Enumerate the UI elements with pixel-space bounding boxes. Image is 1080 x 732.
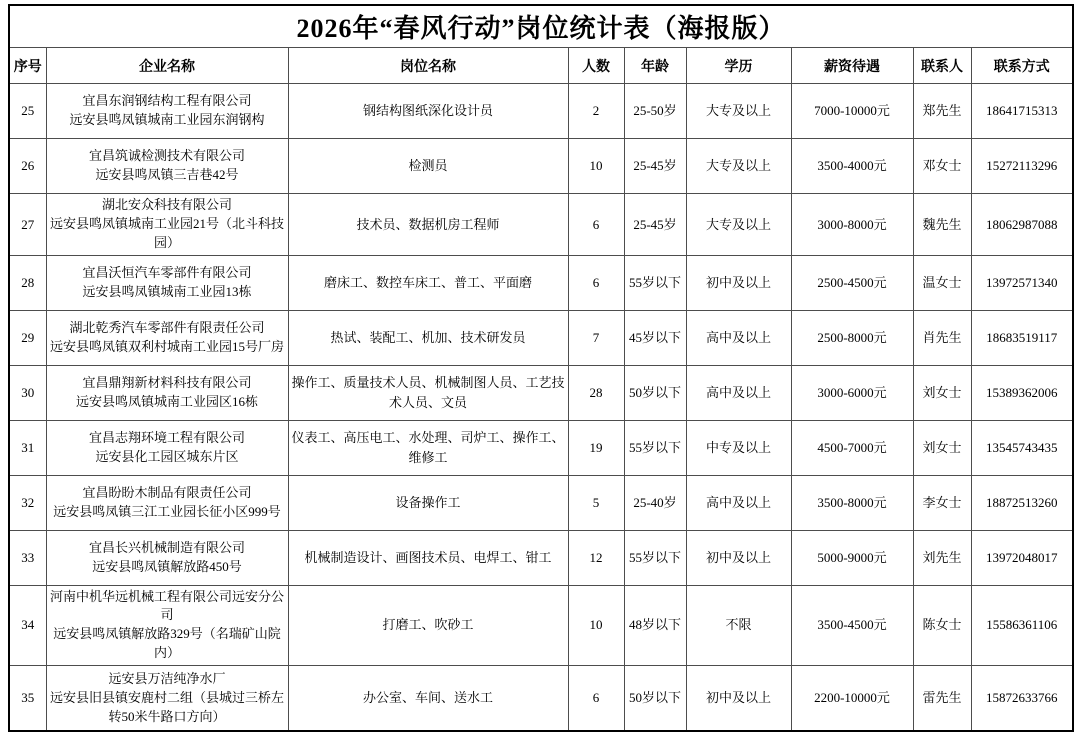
cell-row-number: 25	[9, 84, 46, 139]
cell-count: 19	[568, 420, 624, 475]
cell-age: 48岁以下	[624, 585, 686, 665]
cell-contact: 肖先生	[913, 310, 971, 365]
cell-count: 2	[568, 84, 624, 139]
cell-row-number: 27	[9, 194, 46, 256]
cell-company	[46, 420, 288, 475]
cell-education: 初中及以上	[686, 530, 791, 585]
company-name: 宜昌鼎翔新材料科技有限公司	[82, 374, 252, 390]
cell-row-number: 31	[9, 420, 46, 475]
cell-education: 初中及以上	[686, 665, 791, 731]
cell-salary: 3500-4500元	[791, 585, 913, 665]
cell-position: 机械制造设计、画图技术员、电焊工、钳工	[288, 530, 568, 585]
cell-contact: 邓女士	[913, 139, 971, 194]
page-title: 2026年“春风行动”岗位统计表（海报版）	[9, 5, 1073, 48]
cell-contact: 刘女士	[913, 420, 971, 475]
cell-company	[46, 84, 288, 139]
cell-education: 初中及以上	[686, 255, 791, 310]
cell-count: 6	[568, 194, 624, 256]
cell-row-number: 35	[9, 665, 46, 731]
cell-age: 50岁以下	[624, 665, 686, 731]
cell-count: 5	[568, 475, 624, 530]
cell-company	[46, 530, 288, 585]
cell-phone: 13545743435	[971, 420, 1073, 475]
cell-count: 6	[568, 255, 624, 310]
cell-row-number: 26	[9, 139, 46, 194]
cell-phone: 15586361106	[971, 585, 1073, 665]
cell-age: 25-50岁	[624, 84, 686, 139]
table-body	[9, 84, 1073, 732]
cell-salary: 3000-6000元	[791, 365, 913, 420]
cell-count: 10	[568, 139, 624, 194]
cell-company	[46, 365, 288, 420]
cell-phone: 18683519117	[971, 310, 1073, 365]
cell-education: 大专及以上	[686, 139, 791, 194]
cell-education: 大专及以上	[686, 84, 791, 139]
cell-contact: 刘女士	[913, 365, 971, 420]
cell-position: 办公室、车间、送水工	[288, 665, 568, 731]
col-header-education: 学历	[686, 48, 791, 84]
company-address: 远安县鸣凤镇城南工业园21号（北斗科技园）	[49, 215, 284, 250]
cell-age: 45岁以下	[624, 310, 686, 365]
company-name: 宜昌盼盼木制品有限责任公司	[82, 484, 252, 500]
cell-position: 钢结构图纸深化设计员	[288, 84, 568, 139]
table-header-row	[9, 48, 1073, 84]
cell-education: 高中及以上	[686, 475, 791, 530]
company-address: 远安县鸣凤镇三江工业园长征小区999号	[53, 503, 281, 519]
cell-position: 仪表工、高压电工、水处理、司炉工、操作工、维修工	[288, 420, 568, 475]
cell-education: 高中及以上	[686, 310, 791, 365]
cell-contact: 雷先生	[913, 665, 971, 731]
cell-contact: 李女士	[913, 475, 971, 530]
cell-phone: 13972571340	[971, 255, 1073, 310]
col-header-company: 企业名称	[46, 48, 288, 84]
company-name: 宜昌筑诚检测技术有限公司	[88, 148, 245, 164]
company-address: 远安县鸣凤镇城南工业园东润钢构	[69, 112, 265, 127]
cell-salary: 7000-10000元	[791, 84, 913, 139]
col-header-salary: 薪资待遇	[791, 48, 913, 84]
cell-count: 12	[568, 530, 624, 585]
cell-count: 7	[568, 310, 624, 365]
cell-salary: 2500-4500元	[791, 255, 913, 310]
table-row	[9, 530, 1073, 585]
company-name: 宜昌沃恒汽车零部件有限公司	[82, 264, 252, 280]
table-row	[9, 585, 1073, 665]
cell-contact: 郑先生	[913, 84, 971, 139]
cell-salary: 4500-7000元	[791, 420, 913, 475]
cell-phone: 13972048017	[971, 530, 1073, 585]
table-row	[9, 665, 1073, 731]
cell-phone: 15389362006	[971, 365, 1073, 420]
company-address: 远安县鸣凤镇城南工业园13栋	[82, 283, 252, 299]
col-header-position: 岗位名称	[288, 48, 568, 84]
cell-salary: 3500-4000元	[791, 139, 913, 194]
cell-position: 设备操作工	[288, 475, 568, 530]
cell-age: 25-45岁	[624, 139, 686, 194]
cell-education: 大专及以上	[686, 194, 791, 256]
company-address: 远安县化工园区城东片区	[95, 448, 239, 464]
company-address: 远安县旧县镇安鹿村二组（县城过三桥左转50米牛路口方向）	[49, 689, 284, 724]
table-row	[9, 365, 1073, 420]
cell-contact: 魏先生	[913, 194, 971, 256]
cell-row-number: 30	[9, 365, 46, 420]
cell-position: 打磨工、吹砂工	[288, 585, 568, 665]
cell-age: 50岁以下	[624, 365, 686, 420]
company-name: 宜昌志翔环境工程有限公司	[88, 429, 245, 445]
company-address: 远安县鸣凤镇双利村城南工业园15号厂房	[49, 338, 284, 354]
company-address: 远安县鸣凤镇城南工业园区16栋	[75, 393, 258, 409]
cell-salary: 5000-9000元	[791, 530, 913, 585]
cell-row-number: 34	[9, 585, 46, 665]
cell-phone: 15872633766	[971, 665, 1073, 731]
jobs-table	[8, 4, 1074, 732]
cell-row-number: 29	[9, 310, 46, 365]
cell-row-number: 32	[9, 475, 46, 530]
cell-count: 10	[568, 585, 624, 665]
cell-phone: 18062987088	[971, 194, 1073, 256]
col-header-contact: 联系人	[913, 48, 971, 84]
title-row	[9, 5, 1073, 48]
table-row	[9, 310, 1073, 365]
cell-position: 检测员	[288, 139, 568, 194]
cell-company	[46, 665, 288, 731]
cell-position: 热试、装配工、机加、技术研发员	[288, 310, 568, 365]
cell-contact: 刘先生	[913, 530, 971, 585]
cell-salary: 3000-8000元	[791, 194, 913, 256]
cell-row-number: 33	[9, 530, 46, 585]
company-name: 湖北乾秀汽车零部件有限责任公司	[69, 319, 265, 335]
cell-position: 磨床工、数控车床工、普工、平面磨	[288, 255, 568, 310]
col-header-phone: 联系方式	[971, 48, 1073, 84]
cell-company	[46, 475, 288, 530]
table-row	[9, 139, 1073, 194]
cell-age: 55岁以下	[624, 530, 686, 585]
company-name: 河南中机华远机械工程有限公司远安分公司	[49, 588, 284, 623]
cell-age: 55岁以下	[624, 420, 686, 475]
table-row	[9, 255, 1073, 310]
cell-company	[46, 194, 288, 256]
cell-contact: 陈女士	[913, 585, 971, 665]
table-row	[9, 420, 1073, 475]
company-name: 宜昌东润钢结构工程有限公司	[82, 93, 252, 109]
cell-position: 技术员、数据机房工程师	[288, 194, 568, 256]
col-header-age: 年龄	[624, 48, 686, 84]
cell-company	[46, 139, 288, 194]
cell-education: 不限	[686, 585, 791, 665]
company-name: 湖北安众科技有限公司	[101, 197, 232, 212]
table-row	[9, 84, 1073, 139]
cell-company	[46, 585, 288, 665]
cell-count: 6	[568, 665, 624, 731]
cell-position: 操作工、质量技术人员、机械制图人员、工艺技术人员、文员	[288, 365, 568, 420]
cell-age: 55岁以下	[624, 255, 686, 310]
company-address: 远安县鸣凤镇解放路329号（名瑞矿山院内）	[53, 626, 281, 661]
cell-education: 高中及以上	[686, 365, 791, 420]
cell-phone: 18641715313	[971, 84, 1073, 139]
cell-age: 25-40岁	[624, 475, 686, 530]
cell-company	[46, 255, 288, 310]
cell-salary: 2200-10000元	[791, 665, 913, 731]
cell-salary: 3500-8000元	[791, 475, 913, 530]
cell-contact: 温女士	[913, 255, 971, 310]
table-row	[9, 194, 1073, 256]
table-row	[9, 475, 1073, 530]
cell-row-number: 28	[9, 255, 46, 310]
company-name: 宜昌长兴机械制造有限公司	[88, 539, 245, 555]
company-address: 远安县鸣凤镇解放路450号	[92, 558, 242, 574]
cell-count: 28	[568, 365, 624, 420]
cell-salary: 2500-8000元	[791, 310, 913, 365]
cell-phone: 15272113296	[971, 139, 1073, 194]
cell-education: 中专及以上	[686, 420, 791, 475]
cell-age: 25-45岁	[624, 194, 686, 256]
col-header-no: 序号	[9, 48, 46, 84]
cell-company	[46, 310, 288, 365]
company-name: 远安县万洁纯净水厂	[108, 670, 226, 686]
col-header-count: 人数	[568, 48, 624, 84]
company-address: 远安县鸣凤镇三吉巷42号	[95, 167, 239, 182]
cell-phone: 18872513260	[971, 475, 1073, 530]
